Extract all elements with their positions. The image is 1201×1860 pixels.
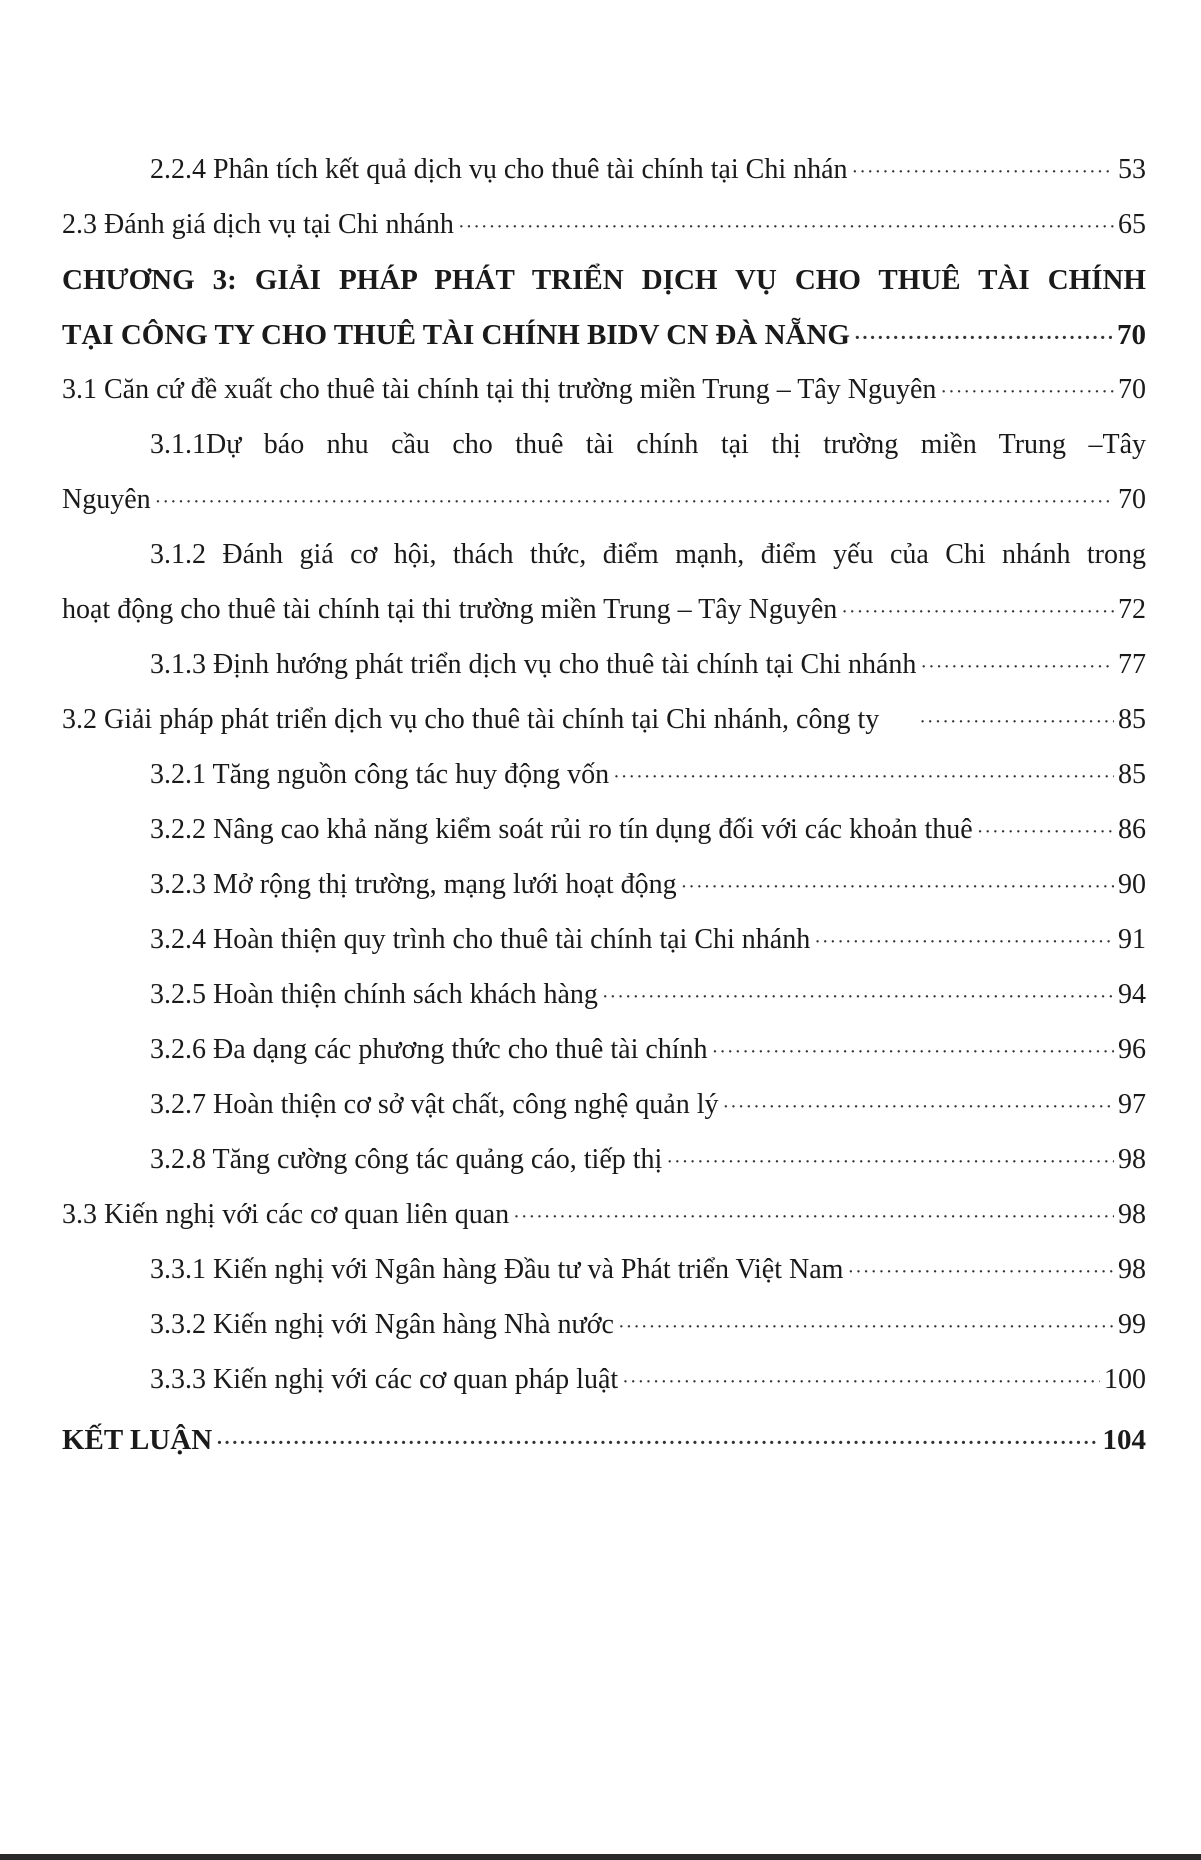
toc-entry-3-2-4 bbox=[150, 920, 1146, 960]
toc-entry-page: 72 bbox=[1118, 594, 1146, 625]
toc-entry-page: 90 bbox=[1118, 869, 1146, 900]
toc-entry-2-2-4 bbox=[150, 150, 1146, 190]
toc-entry-3-2-7 bbox=[150, 1085, 1146, 1125]
toc-entry-3-1-1-line2 bbox=[62, 480, 1146, 520]
toc-entry-page: 98 bbox=[1118, 1199, 1146, 1230]
toc-entry-3-2-5 bbox=[150, 975, 1146, 1015]
toc-entry-3-3 bbox=[62, 1195, 1146, 1235]
toc-entry-page: 98 bbox=[1118, 1254, 1146, 1285]
chapter-3-title-line1: CHƯƠNG 3: GIẢI PHÁP PHÁT TRIỂN DỊCH VỤ CHO THUÊ TÀI CHÍNH bbox=[62, 264, 1146, 296]
toc-entry-title: 3.3.2 Kiến nghị với Ngân hàng Nhà nước bbox=[150, 1309, 614, 1340]
toc-entry-page: 98 bbox=[1118, 1144, 1146, 1175]
dot-leader bbox=[155, 482, 1114, 522]
toc-entry-title: 3.2.6 Đa dạng các phương thức cho thuê tài chính bbox=[150, 1034, 708, 1065]
toc-entry-3-2-8 bbox=[150, 1140, 1146, 1180]
toc-entry-title: 2.3 Đánh giá dịch vụ tại Chi nhánh bbox=[62, 209, 454, 240]
dot-leader bbox=[854, 318, 1113, 358]
toc-entry-page: 91 bbox=[1118, 924, 1146, 955]
toc-entry-title: 3.3.3 Kiến nghị với các cơ quan pháp luật bbox=[150, 1364, 619, 1395]
toc-entry-page: 97 bbox=[1118, 1089, 1146, 1120]
toc-entry-title: 3.3 Kiến nghị với các cơ quan liên quan bbox=[62, 1199, 510, 1230]
toc-entry-title: 3.2.7 Hoàn thiện cơ sở vật chất, công nghệ quản lý bbox=[150, 1089, 719, 1120]
toc-entry-3-2-2 bbox=[150, 810, 1146, 850]
toc-entry-3-2-1 bbox=[150, 755, 1146, 795]
dot-leader bbox=[722, 1087, 1114, 1127]
toc-entry-page: 77 bbox=[1118, 649, 1146, 680]
toc-entry-page: 70 bbox=[1118, 374, 1146, 405]
toc-entry-3-1-2-line1: 3.1.2 Đánh giá cơ hội, thách thức, điểm mạnh, điểm yếu của Chi nhánh trong bbox=[150, 539, 1146, 570]
dot-leader bbox=[852, 152, 1114, 192]
toc-entry-page: 85 bbox=[1118, 704, 1146, 735]
dot-leader bbox=[841, 592, 1114, 632]
dot-leader bbox=[814, 922, 1114, 962]
dot-leader bbox=[940, 372, 1114, 412]
dot-leader bbox=[622, 1362, 1100, 1402]
dot-leader bbox=[458, 207, 1114, 247]
dot-leader bbox=[919, 702, 1114, 742]
dot-leader bbox=[216, 1423, 1098, 1463]
toc-entry-conclusion bbox=[62, 1420, 1146, 1460]
toc-entry-3-1-1-line1: 3.1.1Dự báo nhu cầu cho thuê tài chính tại thị trường miền Trung –Tây bbox=[150, 429, 1146, 460]
toc-entry-page: 70 bbox=[1117, 319, 1146, 351]
toc-entry-page: 100 bbox=[1104, 1364, 1146, 1395]
toc-entry-page: 94 bbox=[1118, 979, 1146, 1010]
dot-leader bbox=[847, 1252, 1114, 1292]
dot-leader bbox=[602, 977, 1114, 1017]
toc-entry-page: 86 bbox=[1118, 814, 1146, 845]
toc-entry-title: 3.2.1 Tăng nguồn công tác huy động vốn bbox=[150, 759, 610, 790]
toc-entry-page: 96 bbox=[1118, 1034, 1146, 1065]
toc-entry-title: 3.1.3 Định hướng phát triển dịch vụ cho thuê tài chính tại Chi nhánh bbox=[150, 649, 917, 680]
toc-entry-page: 65 bbox=[1118, 209, 1146, 240]
toc-entry-3-3-1 bbox=[150, 1250, 1146, 1290]
toc-entry-page: 104 bbox=[1102, 1424, 1146, 1456]
toc-entry-title: Nguyên bbox=[62, 484, 151, 515]
dot-leader bbox=[920, 647, 1114, 687]
dot-leader bbox=[513, 1197, 1114, 1237]
toc-entry-title: 3.2.8 Tăng cường công tác quảng cáo, tiếp thị bbox=[150, 1144, 663, 1175]
toc-entry-title: KẾT LUẬN bbox=[62, 1424, 213, 1456]
toc-entry-title: 3.3.1 Kiến nghị với Ngân hàng Đầu tư và Phát triển Việt Nam bbox=[150, 1254, 844, 1285]
dot-leader bbox=[618, 1307, 1114, 1347]
toc-entry-3-1-2-line2 bbox=[62, 590, 1146, 630]
toc-entry-title: 3.2.4 Hoàn thiện quy trình cho thuê tài chính tại Chi nhánh bbox=[150, 924, 811, 955]
toc-entry-title: hoạt động cho thuê tài chính tại thi trường miền Trung – Tây Nguyên bbox=[62, 594, 838, 625]
chapter-3-title-line2 bbox=[62, 315, 1146, 355]
toc-entry-3-3-3 bbox=[150, 1360, 1146, 1400]
toc-entry-3-2-3 bbox=[150, 865, 1146, 905]
toc-entry-3-1-3 bbox=[150, 645, 1146, 685]
toc-entry-title: 3.2.5 Hoàn thiện chính sách khách hàng bbox=[150, 979, 598, 1010]
dot-leader bbox=[666, 1142, 1114, 1182]
page-bottom-edge bbox=[0, 1854, 1201, 1860]
dot-leader bbox=[977, 812, 1114, 852]
toc-entry-page: 70 bbox=[1118, 484, 1146, 515]
toc-entry-title: 3.1 Căn cứ đề xuất cho thuê tài chính tại thị trường miền Trung – Tây Nguyên bbox=[62, 374, 937, 405]
toc-entry-2-3 bbox=[62, 205, 1146, 245]
toc-entry-3-2 bbox=[62, 700, 1146, 740]
toc-entry-3-1 bbox=[62, 370, 1146, 410]
toc-entry-page: 85 bbox=[1118, 759, 1146, 790]
toc-entry-page: 99 bbox=[1118, 1309, 1146, 1340]
toc-entry-title: 3.2 Giải pháp phát triển dịch vụ cho thuê tài chính tại Chi nhánh, công ty bbox=[62, 704, 880, 735]
dot-leader bbox=[613, 757, 1114, 797]
toc-entry-title: 3.2.2 Nâng cao khả năng kiểm soát rủi ro tín dụng đối với các khoản thuê bbox=[150, 814, 973, 845]
toc-entry-3-2-6 bbox=[150, 1030, 1146, 1070]
toc-entry-3-3-2 bbox=[150, 1305, 1146, 1345]
toc-entry-title: TẠI CÔNG TY CHO THUÊ TÀI CHÍNH BIDV CN ĐÀ NẴNG bbox=[62, 319, 850, 351]
dot-leader bbox=[712, 1032, 1114, 1072]
toc-entry-page: 53 bbox=[1118, 154, 1146, 185]
dot-leader bbox=[681, 867, 1114, 907]
toc-entry-title: 3.2.3 Mở rộng thị trường, mạng lưới hoạt động bbox=[150, 869, 677, 900]
toc-entry-title: 2.2.4 Phân tích kết quả dịch vụ cho thuê tài chính tại Chi nhán bbox=[150, 154, 848, 185]
